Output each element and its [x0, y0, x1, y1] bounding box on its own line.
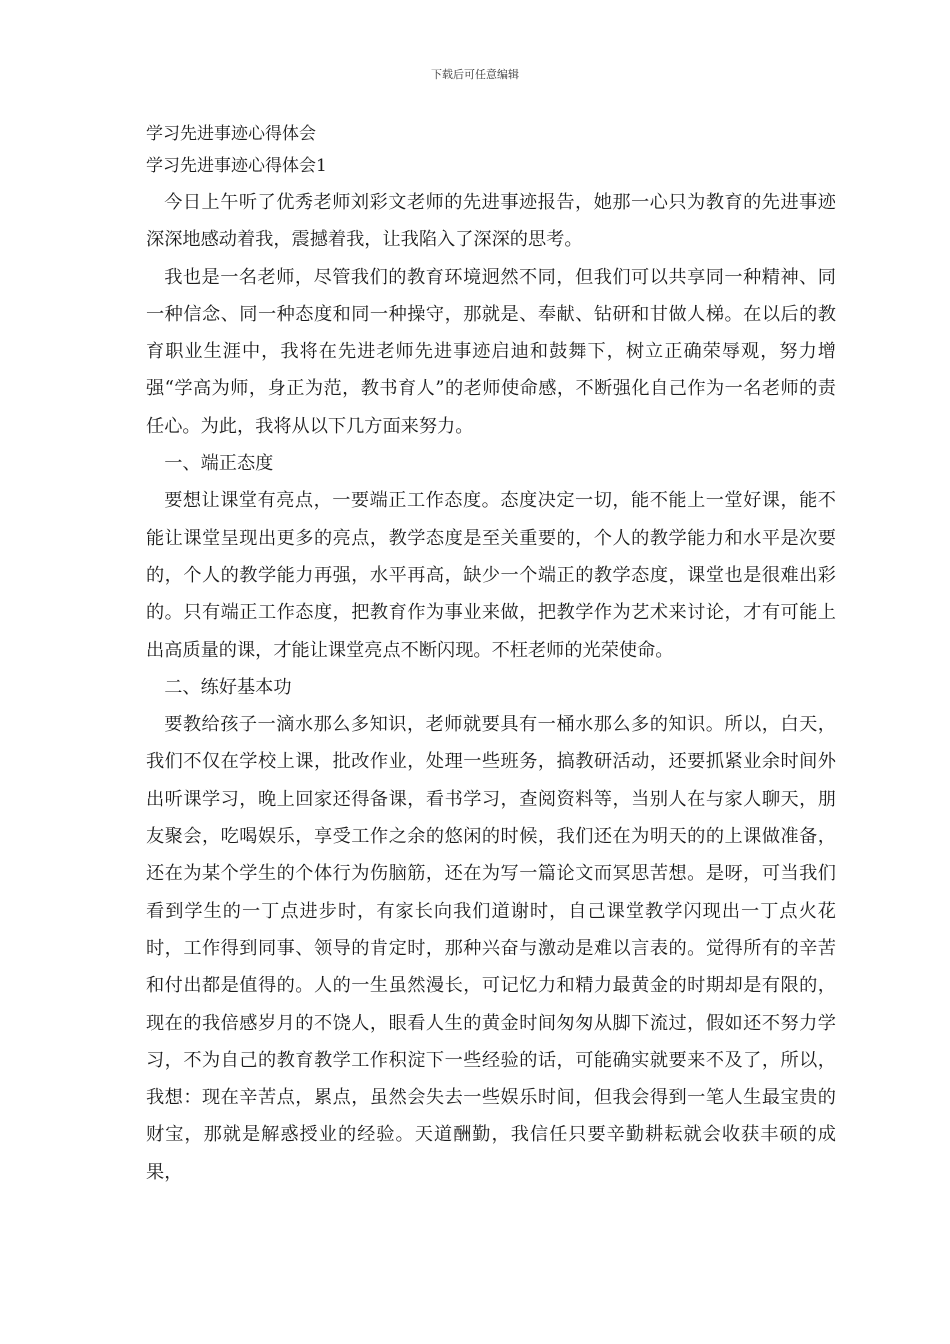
page-header-note: 下载后可任意编辑 [431, 68, 519, 81]
paragraph-attitude: 要想让课堂有亮点，一要端正工作态度。态度决定一切，能不能上一堂好课，能不能让课堂呈现出更多的亮点，教学态度是至关重要的，个人的教学能力和水平是次要的，个人的教学能力再强，水平再高，缺少一个端正的教学态度，课堂也是很难出彩的。只有端正工作态度，把教育作为事业来做，把教学作为艺术来讨论，才有可能上出高质量的课，才能让课堂亮点不断闪现。不枉老师的光荣使命。 [146, 490, 836, 661]
paragraph-basic-skills: 要教给孩子一滴水那么多知识，老师就要具有一桶水那么多的知识。所以，白天，我们不仅在学校上课，批改作业，处理一些班务，搞教研活动，还要抓紧业余时间外出听课学习，晚上回家还得备课，看书学习，查阅资料等，当别人在与家人聊天，朋友聚会，吃喝娱乐，享受工作之余的悠闲的时候，我们还在为明天的的上课做准备，还在为某个学生的个体行为伤脑筋，还在为写一篇论文而冥思苦想。是呀，可当我们看到学生的一丁点进步时，有家长向我们道谢时，自己课堂教学闪现出一丁点火花时，工作得到同事、领导的肯定时，那种兴奋与激动是难以言表的。觉得所有的辛苦和付出都是值得的。人的一生虽然漫长，可记忆力和精力最黄金的时期却是有限的，现在的我倍感岁月的不饶人，眼看人生的黄金时间匆匆从脚下流过，假如还不努力学习，不为自己的教育教学工作积淀下一些经验的话，可能确实就要来不及了，所以，我想：现在辛苦点，累点，虽然会失去一些娱乐时间，但我会得到一笔人生最宝贵的财宝，那就是解惑授业的经验。天道酬勤，我信任只要辛勤耕耘就会收获丰硕的成果， [146, 714, 836, 1183]
document-body [146, 184, 836, 1191]
paragraph-commitment: 我也是一名老师，尽管我们的教育环境迥然不同，但我们可以共享同一种精神、同一种信念、同一种态度和同一种操守，那就是、奉献、钻研和甘做人梯。在以后的教育职业生涯中，我将在先进老师先进事迹启迪和鼓舞下，树立正确荣辱观，努力增强“学高为师，身正为范，教书育人”的老师使命感，不断强化自己作为一名老师的责任心。为此，我将从以下几方面来努力。 [146, 266, 836, 437]
section-heading-attitude: 一、端正态度 [164, 453, 274, 475]
paragraph-intro: 今日上午听了优秀老师刘彩文老师的先进事迹报告，她那一心只为教育的先进事迹深深地感动着我，震撼着我，让我陷入了深深的思考。 [146, 192, 836, 251]
document-subtitle: 学习先进事迹心得体会1 [146, 156, 327, 176]
section-heading-basic-skills: 二、练好基本功 [164, 676, 292, 698]
document-title: 学习先进事迹心得体会 [146, 124, 316, 144]
